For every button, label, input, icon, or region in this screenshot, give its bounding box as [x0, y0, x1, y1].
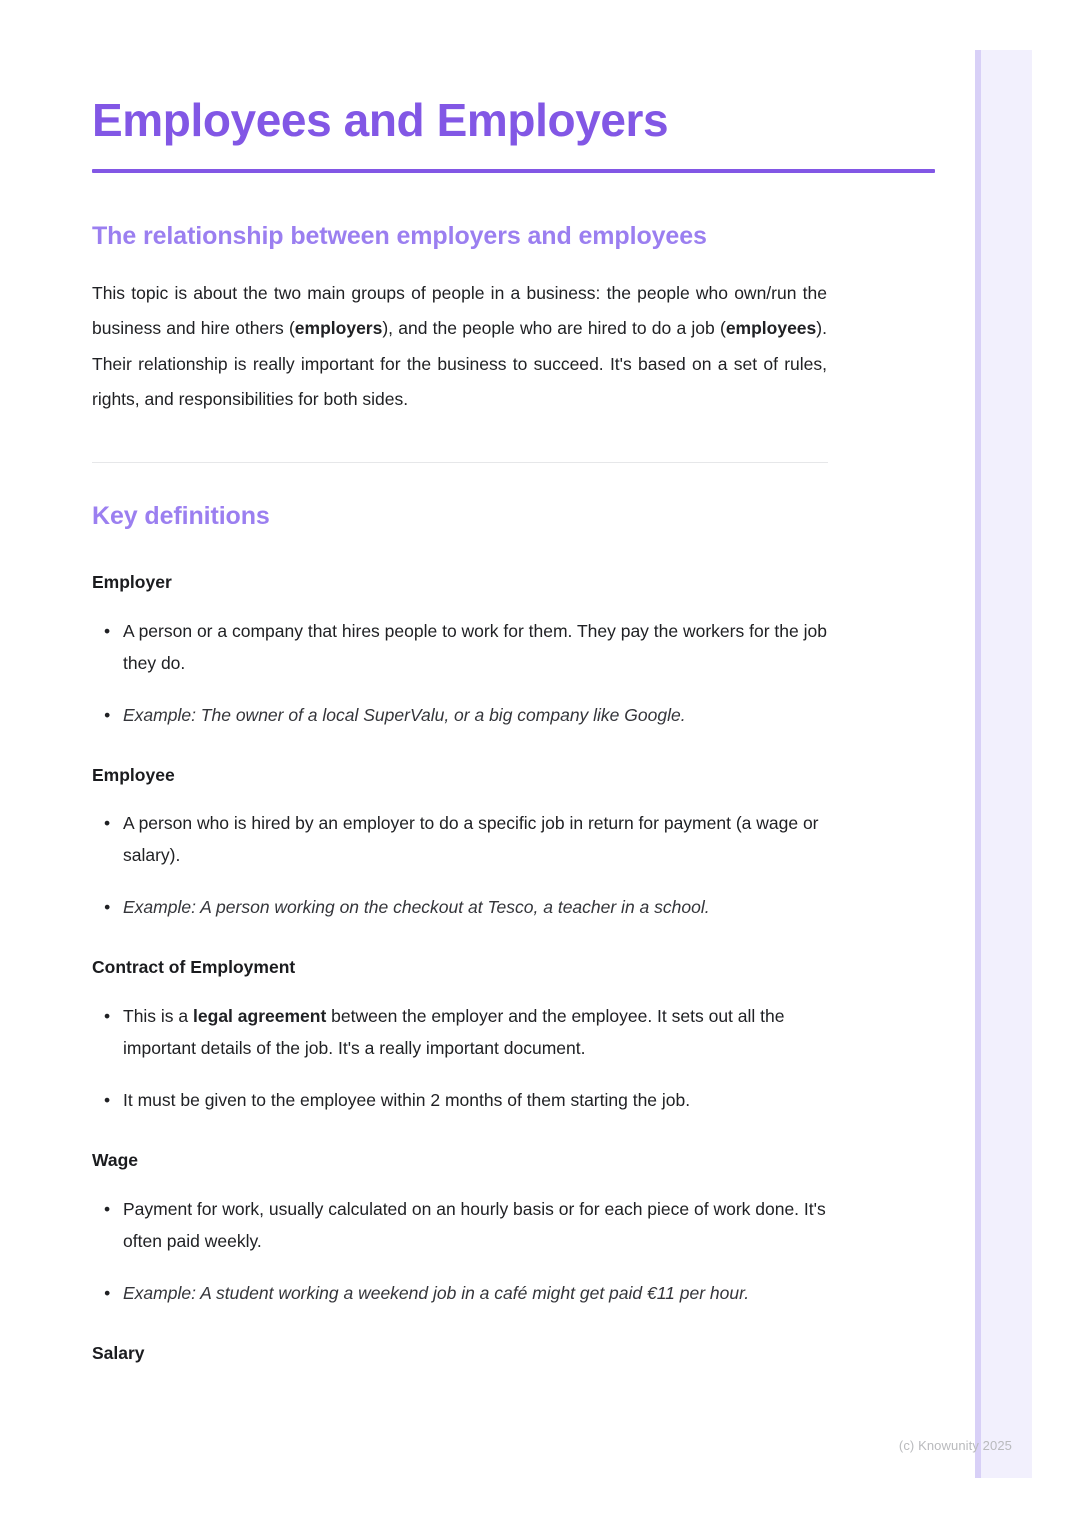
list-item: • Payment for work, usually calculated on an hourly basis or for each piece of work done. It's often paid weekly.: [123, 1173, 835, 1257]
document-content: [92, 0, 935, 1365]
intro-text-part2: ), and the people who are hired to do a job (: [382, 318, 726, 339]
intro-bold-employers: employers: [294, 318, 383, 339]
footer-credit: (c) Knowunity 2025: [898, 1438, 1012, 1453]
definition-list-employer: [92, 595, 935, 731]
intro-bold-employees: employees: [725, 318, 817, 339]
definition-list-wage: [92, 1173, 935, 1309]
decorative-side-band: [975, 50, 1032, 1478]
list-item: • A person who is hired by an employer to do a specific job in return for payment (a wage or salary).: [123, 787, 835, 871]
section-heading-relationship: The relationship between employers and employees: [92, 221, 707, 250]
page-title: Employees and Employers: [92, 94, 669, 146]
definition-term-employer: Employer: [92, 572, 172, 593]
list-item: • Example: A person working on the checkout at Tesco, a teacher in a school.: [123, 871, 835, 923]
definition-term-wage: Wage: [92, 1149, 139, 1170]
list-item: • Example: A student working a weekend job in a café might get paid €11 per hour.: [123, 1257, 835, 1309]
list-item: • Example: The owner of a local SuperValu, or a big company like Google.: [123, 679, 835, 731]
list-item: [123, 980, 835, 1064]
definition-term-salary: Salary: [92, 1342, 145, 1363]
definition-term-employee: Employee: [92, 764, 175, 785]
list-item-pre: This is a: [123, 1005, 194, 1026]
section-heading-key-definitions: Key definitions: [92, 501, 270, 530]
intro-paragraph: [92, 252, 827, 418]
definition-list-contract-of-employment: [92, 980, 935, 1116]
list-item: • It must be given to the employee within 2 months of them starting the job.: [123, 1064, 835, 1116]
intro-text-part3: ). Their relationship is really important for the business to succeed. It's based on a set of rules, rights, and responsibilities for both sides.: [92, 318, 827, 410]
definition-term-contract-of-employment: Contract of Employment: [92, 957, 296, 978]
intro-text-part1: This topic is about the two main groups of people in a business: the people who own/run the business and hire others (: [92, 282, 827, 339]
list-item-post: between the employer and the employee. It sets out all the important details of the job. It's a really important document.: [123, 1005, 785, 1058]
definition-list-employee: [92, 787, 935, 923]
definitions-group: [92, 532, 935, 1365]
list-item-bold-legal-agreement: legal agreement: [193, 1005, 327, 1026]
list-item: • A person or a company that hires people to work for them. They pay the workers for the job they do.: [123, 595, 835, 679]
